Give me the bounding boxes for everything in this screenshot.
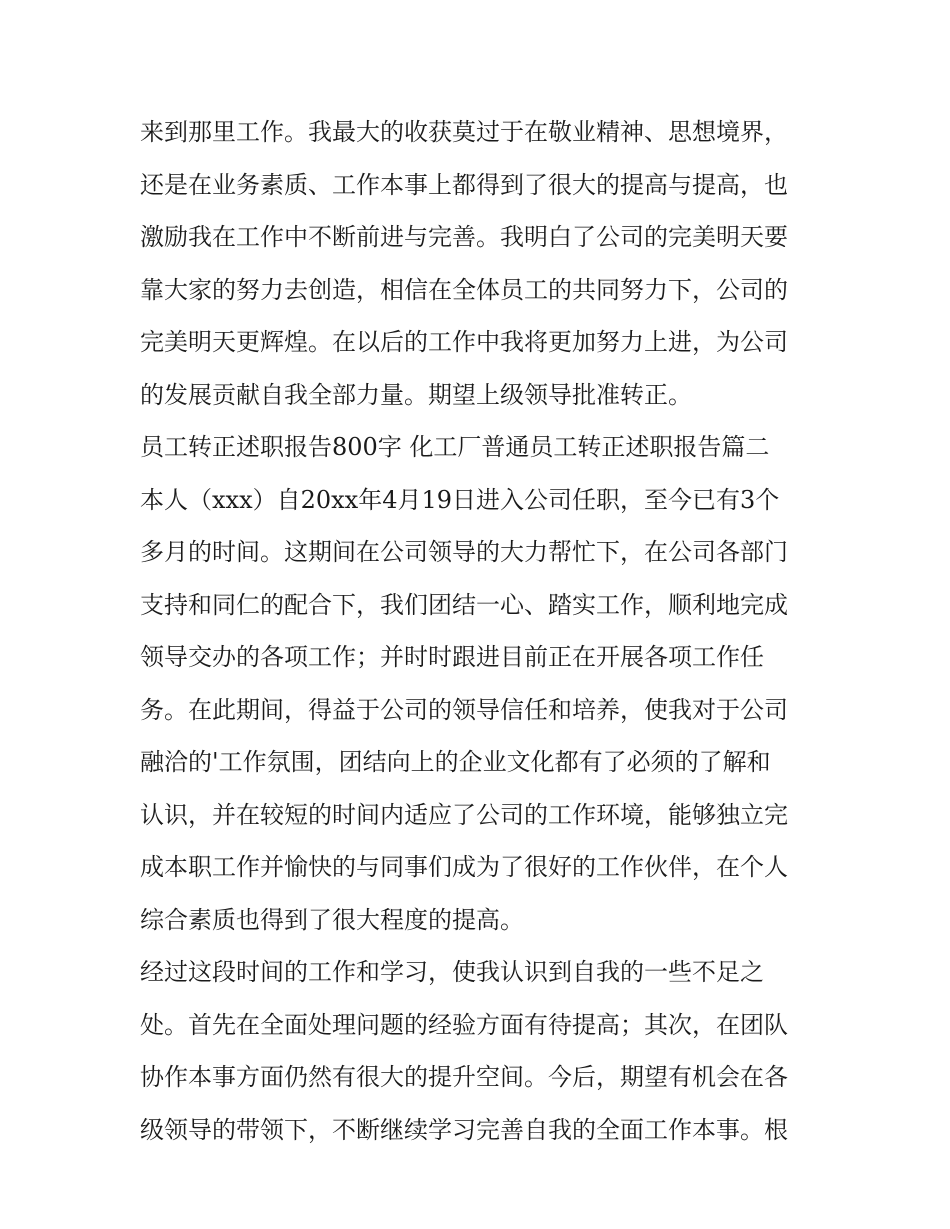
text-line: 完美明天更辉煌。在以后的工作中我将更加努力上进，为公司 [140, 328, 788, 356]
text-line: 还是在业务素质、工作本事上都得到了很大的提高与提高，也 [140, 170, 788, 199]
text-line: 支持和同仁的配合下，我们团结一心、踏实工作，顺利地完成 [140, 590, 788, 619]
text-line: 级领导的带领下，不断继续学习完善自我的全面工作本事。根 [140, 1115, 788, 1144]
text-line: 融洽的'工作氛围，团结向上的企业文化都有了必须的了解和 [140, 748, 771, 776]
text-line: 协作本事方面仍然有很大的提升空间。今后，期望有机会在各 [140, 1063, 788, 1091]
text-line: 认识，并在较短的时间内适应了公司的工作环境，能够独立完 [140, 800, 788, 829]
text-line: 务。在此期间，得益于公司的领导信任和培养，使我对于公司 [140, 695, 788, 724]
text-line: 靠大家的努力去创造，相信在全体员工的共同努力下，公司的 [140, 275, 788, 304]
text-line: 领导交办的各项工作；并时时跟进目前正在开展各项工作任 [140, 643, 764, 671]
text-line: 综合素质也得到了很大程度的提高。 [140, 905, 524, 934]
text-line: 成本职工作并愉快的与同事们成为了很好的工作伙伴，在个人 [140, 853, 788, 881]
text-line: 多月的时间。这期间在公司领导的大力帮忙下，在公司各部门 [140, 538, 788, 566]
text-line: 激励我在工作中不断前进与完善。我明白了公司的完美明天要 [140, 223, 788, 251]
text-line: 来到那里工作。我最大的收获莫过于在敬业精神、思想境界， [140, 118, 788, 146]
text-line: 经过这段时间的工作和学习，使我认识到自我的一些不足之 [140, 958, 764, 986]
text-line: 本人（xxx）自20xx年4月19日进入公司任职，至今已有3个 [140, 485, 780, 514]
text-line: 的发展贡献自我全部力量。期望上级领导批准转正。 [140, 380, 692, 409]
text-line: 处。首先在全面处理问题的经验方面有待提高；其次，在团队 [140, 1010, 788, 1039]
section-heading: 员工转正述职报告800字 化工厂普通员工转正述职报告篇二 [140, 433, 770, 461]
document-body [140, 106, 820, 1156]
